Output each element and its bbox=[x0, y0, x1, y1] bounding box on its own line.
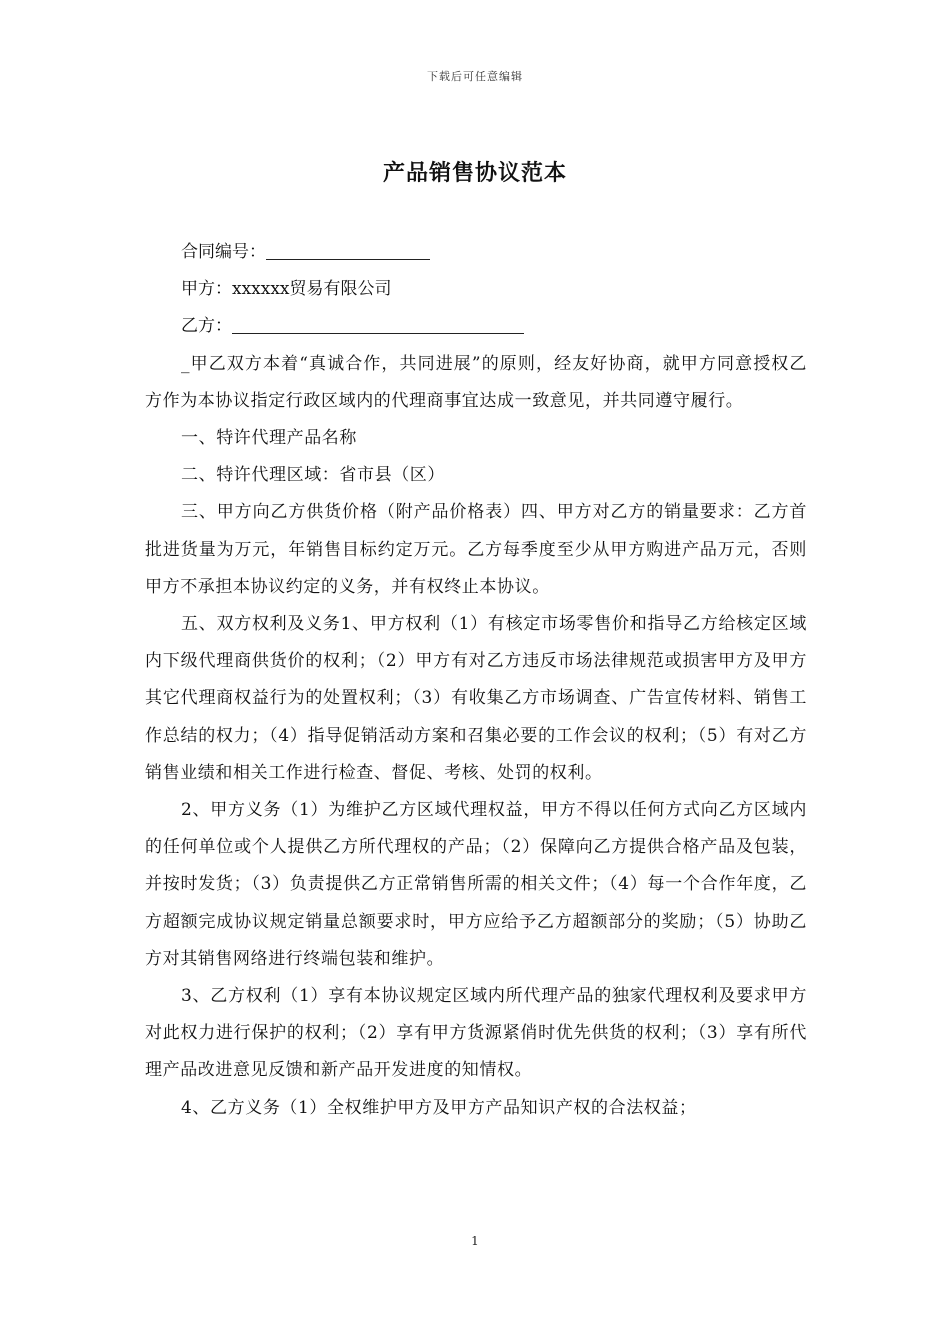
paragraph-section-5-party-a-rights: 五、双方权利及义务1、甲方权利（1）有核定市场零售价和指导乙方给核定区域内下级代理商供货价的权利；（2）甲方有对乙方违反市场法律规范或损害甲方及甲方其它代理商权益行为的处置权利；（3）有收集乙方市场调查、广告宣传材料、销售工作总结的权力；（4）指导促销活动方案和召集必要的工作会议的权利；（5）有对乙方销售业绩和相关工作进行检查、督促、考核、处罚的权利。 bbox=[145, 614, 807, 783]
document-title: 产品销售协议范本 bbox=[382, 160, 567, 186]
paragraph-section-1: 一、特许代理产品名称 bbox=[181, 428, 357, 449]
paragraph-party-b-rights: 3、乙方权利（1）享有本协议规定区域内所代理产品的独家代理权利及要求甲方对此权力进行保护的权利；（2）享有甲方货源紧俏时优先供货的权利；（3）享有所代理产品改进意见反馈和新产品开发进度的知情权。 bbox=[145, 986, 807, 1081]
paragraph-party-a-obligations: 2、甲方义务（1）为维护乙方区域代理权益，甲方不得以任何方式向乙方区域内的任何单位或个人提供乙方所代理权的产品；（2）保障向乙方提供合格产品及包装，并按时发货；（3）负责提供乙方正常销售所需的相关文件；（4）每一个合作年度，乙方超额完成协议规定销量总额要求时，甲方应给予乙方超额部分的奖励；（5）协助乙方对其销售网络进行终端包装和维护。 bbox=[145, 800, 807, 969]
contract-number-label: 合同编号： bbox=[181, 242, 266, 262]
contract-number-line bbox=[145, 234, 807, 271]
paragraph-section-3-4: 三、甲方向乙方供货价格（附产品价格表）四、甲方对乙方的销量要求：乙方首批进货量为万元，年销售目标约定万元。乙方每季度至少从甲方购进产品万元，否则甲方不承担本协议约定的义务，并有权终止本协议。 bbox=[145, 502, 807, 597]
page-number: 1 bbox=[471, 1234, 479, 1248]
party-a-text: 甲方：xxxxxx贸易有限公司 bbox=[181, 279, 392, 300]
contract-number-blank bbox=[266, 239, 430, 260]
party-b-label: 乙方： bbox=[181, 316, 232, 337]
paragraph-section-2: 二、特许代理区域：省市县（区） bbox=[181, 465, 445, 486]
header-note: 下载后可任意编辑 bbox=[427, 70, 523, 83]
party-a-line bbox=[145, 271, 807, 308]
party-b-line bbox=[145, 308, 807, 345]
document-body bbox=[145, 234, 807, 1127]
party-b-blank bbox=[232, 313, 524, 334]
paragraph-preamble: _甲乙双方本着“真诚合作，共同进展”的原则，经友好协商，就甲方同意授权乙方作为本协议指定行政区域内的代理商事宜达成一致意见，并共同遵守履行。 bbox=[145, 353, 807, 411]
paragraph-party-b-obligations: 4、乙方义务（1）全权维护甲方及甲方产品知识产权的合法权益； bbox=[181, 1097, 697, 1118]
